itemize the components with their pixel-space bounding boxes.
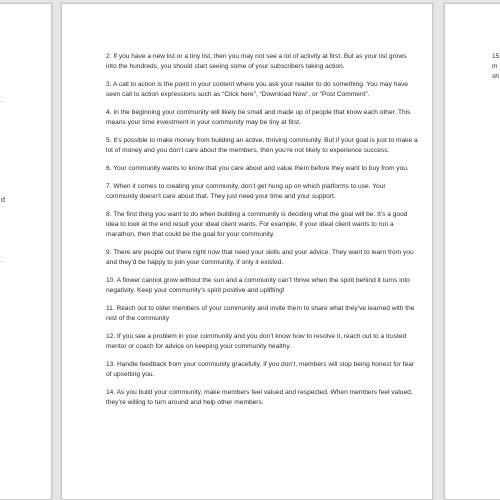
next-page bbox=[444, 3, 500, 500]
page-fragment-text: d bbox=[1, 197, 5, 204]
list-item: 4. In the beginning your community will likely be small and made up of people that know each other. This means your time investment in your community may be tiny at first. bbox=[106, 108, 411, 127]
page-fragment-text: . bbox=[1, 97, 3, 104]
list-item: 3. A call to action is the point in your content where you ask your reader to do something. You may have seen call to action expressions such as “Click here”, “Download Now”, or “Post Comment”. bbox=[106, 80, 409, 99]
list-item: 5. It’s possible to make money from building an active, thriving community. But if your goal is just to make a lot of money and you don’t care about the members, then you’re not likely to experience success. bbox=[106, 136, 418, 155]
page-fragment-text: m bbox=[492, 63, 498, 70]
list-item: 7. When it comes to creating your community, don’t get hung up on which platforms to use. Your community doesn’t care about that. They just need your time and your support. bbox=[106, 182, 386, 200]
page-fragment-text: 15 bbox=[492, 53, 500, 60]
page-body bbox=[106, 52, 418, 416]
current-page[interactable] bbox=[61, 3, 433, 500]
list-item: 2. If you have a new list or a tiny list, then you may not see a lot of activity at first. But as your list grows into the hundreds, you should start seeing some of your subscribers taking action. bbox=[106, 53, 407, 71]
list-item: 12. If you see a problem in your community and you don’t know how to resolve it, reach out to a trusted mentor or coach for advice on keeping your community healthy. bbox=[106, 332, 407, 351]
list-item: 11. Reach out to older members of your community and invite them to share what they’ve learned with the rest of the community bbox=[106, 304, 415, 323]
previous-page bbox=[0, 3, 52, 500]
page-fragment-text: . bbox=[1, 257, 3, 264]
page-fragment-text: sh bbox=[492, 73, 499, 80]
list-item: 10. A flower cannot grow without the sun and a community can’t thrive when the spirit behind it turns into negativity. Keep your community’s spirit positive and uplifting! bbox=[106, 276, 410, 295]
list-item: 8. The first thing you want to do when building a community is deciding what the goal will be. It’s a good idea to look at the end result your ideal client wants. For example, if your ideal client wants to run a marathon, then that could be the goal for your community. bbox=[106, 210, 408, 239]
list-item: 6. Your community wants to know that you care about and value them before they want to buy from you. bbox=[106, 164, 409, 172]
list-item: 13. Handle feedback from your community gracefully. If you don’t, members will stop being honest for fear of upsetting you. bbox=[106, 360, 415, 379]
list-item: 14. As you build your community, make members feel valued and respected. When members feel valued, they’re willing to turn around and help other members. bbox=[106, 388, 413, 407]
list-item: 9. There are people out there right now that need your skills and your advice. They want to learn from you and they’d be happy to join your community, if only it existed. bbox=[106, 248, 414, 267]
